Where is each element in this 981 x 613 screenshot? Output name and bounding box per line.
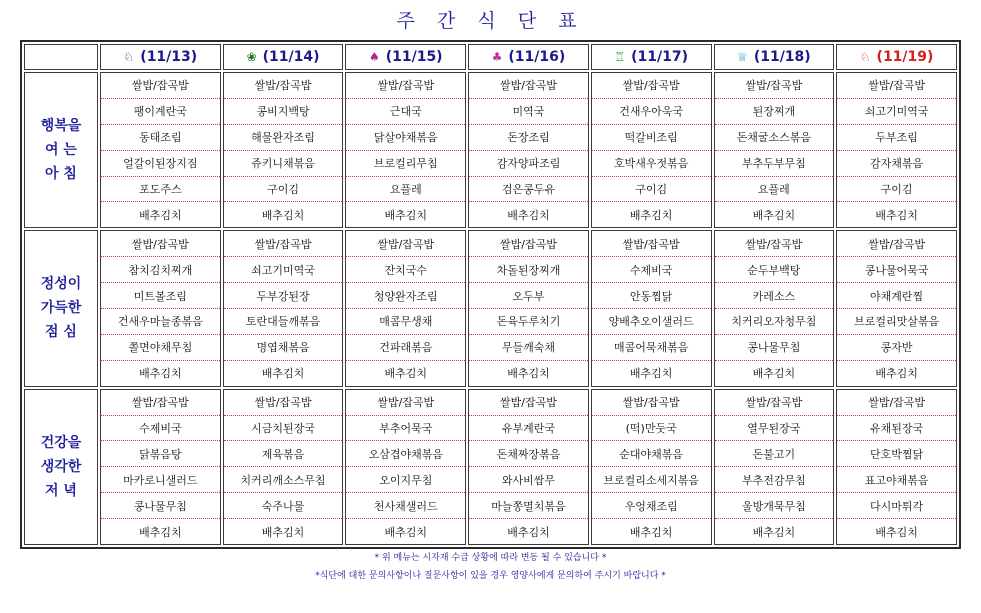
menu-item: 수제비국 [101, 416, 220, 442]
menu-item: 명엽채볶음 [224, 335, 343, 361]
menu-item: 숙주나물 [224, 493, 343, 519]
meal-label-dinner [24, 389, 98, 545]
menu-item: 두부강된장 [224, 283, 343, 309]
menu-item: 콩나물어묵국 [837, 257, 956, 283]
menu-item: 오삼겹야채볶음 [346, 441, 465, 467]
menu-item: 다시마튀각 [837, 493, 956, 519]
menu-cell [836, 230, 957, 386]
menu-cell [714, 389, 835, 545]
menu-item: 쌀밥/잡곡밥 [224, 231, 343, 257]
menu-item: 야채계란찜 [837, 283, 956, 309]
header-row [24, 44, 957, 70]
meal-row-dinner [24, 389, 957, 545]
day-header-1119 [836, 44, 957, 70]
menu-item: 콩비지백탕 [224, 99, 343, 125]
menu-cell [468, 389, 589, 545]
menu-item-list [224, 390, 343, 544]
menu-item: 브로컬리맛살볶음 [837, 309, 956, 335]
menu-item: 매콤무생채 [346, 309, 465, 335]
menu-item: 오두부 [469, 283, 588, 309]
menu-item: 쌀밥/잡곡밥 [101, 73, 220, 99]
meal-row-lunch [24, 230, 957, 386]
day-header-1114 [223, 44, 344, 70]
day-date: (11/13) [140, 49, 198, 65]
menu-item-list [346, 73, 465, 227]
menu-item: 쌀밥/잡곡밥 [715, 73, 834, 99]
menu-item: 두부조림 [837, 125, 956, 151]
meal-label-line: 생각한 [40, 458, 82, 475]
menu-item: 브로컬리무침 [346, 151, 465, 177]
meal-label-line: 저 녁 [45, 482, 77, 499]
menu-item: 콩나물무침 [101, 493, 220, 519]
day-date: (11/14) [262, 49, 320, 65]
menu-item: 배추김치 [507, 208, 550, 222]
menu-item: 건새우마늘종볶음 [101, 309, 220, 335]
knight-icon: ♘ [859, 50, 871, 64]
menu-item: 배추김치 [261, 208, 305, 222]
menu-item: 쌀밥/잡곡밥 [592, 390, 711, 416]
menu-item: 쥬키니채볶음 [224, 151, 343, 177]
menu-item: 쌀밥/잡곡밥 [837, 390, 956, 416]
club-icon: ♣ [491, 50, 503, 64]
day-header-1113 [100, 44, 221, 70]
menu-item: 안동찜닭 [592, 283, 711, 309]
day-header-1116 [468, 44, 589, 70]
menu-item: 배추김치 [507, 525, 550, 539]
menu-item: 매콤어묵채볶음 [592, 335, 711, 361]
menu-item-list [224, 231, 343, 385]
menu-item: 우엉채조림 [592, 493, 711, 519]
menu-item: 배추김치 [384, 367, 428, 381]
menu-item: 유채된장국 [837, 416, 956, 442]
menu-item: 요플레 [346, 177, 465, 203]
meal-row-breakfast [24, 72, 957, 228]
menu-item-list [837, 390, 956, 544]
menu-item: 쇠고기미역국 [224, 257, 343, 283]
menu-item-list [715, 231, 834, 385]
menu-item: 닭살야채볶음 [346, 125, 465, 151]
menu-cell [836, 72, 957, 228]
menu-cell [345, 389, 466, 545]
meal-label-line: 행복을 [40, 118, 82, 135]
meal-label-line: 점 심 [45, 324, 77, 341]
menu-cell [468, 72, 589, 228]
menu-item: 배추김치 [875, 525, 918, 539]
menu-item: 와사비쌈무 [469, 467, 588, 493]
menu-item: 배추김치 [752, 525, 796, 539]
meal-label-line: 정성이 [40, 276, 82, 293]
menu-item: 콩나물무침 [715, 335, 834, 361]
menu-cell [223, 389, 344, 545]
menu-item: 근대국 [346, 99, 465, 125]
menu-item: 쌀밥/잡곡밥 [592, 73, 711, 99]
spade-icon: ♠ [368, 50, 380, 64]
menu-item: 토란대들깨볶음 [224, 309, 343, 335]
menu-item: 돈채굴소스볶음 [715, 125, 834, 151]
menu-item: 브로컬리소세지볶음 [592, 467, 711, 493]
menu-item: 쌀밥/잡곡밥 [346, 231, 465, 257]
menu-cell [591, 389, 712, 545]
meal-label-line: 여 는 [45, 142, 77, 159]
rook-icon: ♖ [614, 50, 626, 64]
menu-item: 배추김치 [139, 367, 182, 381]
menu-cell [591, 230, 712, 386]
menu-cell [100, 230, 221, 386]
menu-change-notice: * 위 메뉴는 시자재 수급 상황에 따라 변동 될 수 있습니다 * [374, 553, 607, 563]
menu-item: 미역국 [469, 99, 588, 125]
menu-item: 호박새우젓볶음 [592, 151, 711, 177]
day-date: (11/18) [753, 49, 811, 65]
menu-item: 쫄면야채무침 [101, 335, 220, 361]
menu-item: 양배추오이샐러드 [592, 309, 711, 335]
menu-item: 쌀밥/잡곡밥 [715, 390, 834, 416]
menu-item: 얼갈이된장지짐 [101, 151, 220, 177]
day-date: (11/19) [876, 49, 934, 65]
menu-item-list [469, 390, 588, 544]
menu-item: 쌀밥/잡곡밥 [346, 73, 465, 99]
menu-item: 천사채샐러드 [346, 493, 465, 519]
menu-item-list [715, 390, 834, 544]
menu-item: 부추두부무침 [715, 151, 834, 177]
weekly-menu-table [22, 42, 959, 547]
menu-cell [223, 230, 344, 386]
menu-item: 쌀밥/잡곡밥 [837, 73, 956, 99]
menu-item: 잔치국수 [346, 257, 465, 283]
menu-item-list [592, 390, 711, 544]
day-date: (11/15) [385, 49, 443, 65]
menu-item: 차돌된장찌개 [469, 257, 588, 283]
menu-item: 제육볶음 [224, 441, 343, 467]
menu-item: 쌀밥/잡곡밥 [346, 390, 465, 416]
menu-item: 건파래볶음 [346, 335, 465, 361]
menu-item: 쌀밥/잡곡밥 [715, 231, 834, 257]
menu-item: 쌀밥/잡곡밥 [224, 390, 343, 416]
menu-item: 쌀밥/잡곡밥 [469, 390, 588, 416]
menu-item: 구이김 [224, 177, 343, 203]
menu-item: 배추김치 [875, 367, 918, 381]
menu-item-list [715, 73, 834, 227]
menu-item: 표고야채볶음 [837, 467, 956, 493]
menu-item: 쌀밥/잡곡밥 [837, 231, 956, 257]
menu-item: 쌀밥/잡곡밥 [469, 73, 588, 99]
menu-item-list [592, 73, 711, 227]
meal-label-line: 건강을 [40, 434, 82, 451]
knight-icon: ♘ [123, 50, 135, 64]
menu-item: 검은콩두유 [469, 177, 588, 203]
menu-item: 마카로니샐러드 [101, 467, 220, 493]
menu-cell [223, 72, 344, 228]
menu-item-list [469, 231, 588, 385]
menu-item: 울방개묵무침 [715, 493, 834, 519]
menu-item-list [837, 73, 956, 227]
menu-cell [836, 389, 957, 545]
menu-item-list [592, 231, 711, 385]
menu-item: 시금치된장국 [224, 416, 343, 442]
menu-cell [100, 389, 221, 545]
day-header-1115 [345, 44, 466, 70]
menu-item: 마늘쫑멸치볶음 [469, 493, 588, 519]
menu-item: 부추어묵국 [346, 416, 465, 442]
menu-item: 콩자반 [837, 335, 956, 361]
menu-cell [100, 72, 221, 228]
menu-item: 돈불고기 [715, 441, 834, 467]
menu-item: 쌀밥/잡곡밥 [592, 231, 711, 257]
menu-item: 동태조림 [101, 125, 220, 151]
menu-item: 포도주스 [101, 177, 220, 203]
menu-item: 순대야채볶음 [592, 441, 711, 467]
day-date: (11/17) [631, 49, 688, 65]
menu-item: 닭볶음탕 [101, 441, 220, 467]
menu-item: 쇠고기미역국 [837, 99, 956, 125]
menu-item: 팽이계란국 [101, 99, 220, 125]
menu-item: 쌀밥/잡곡밥 [101, 390, 220, 416]
menu-item: 배추김치 [384, 525, 428, 539]
meal-label-line: 아 침 [45, 166, 77, 183]
day-header-1118 [714, 44, 835, 70]
menu-item-list [224, 73, 343, 227]
queen-icon: ♕ [737, 50, 748, 64]
menu-item: 수제비국 [592, 257, 711, 283]
menu-cell [714, 72, 835, 228]
menu-item-list [101, 231, 220, 385]
menu-item: 카레소스 [715, 283, 834, 309]
menu-item: 미트볼조림 [101, 283, 220, 309]
menu-item: 쌀밥/잡곡밥 [224, 73, 343, 99]
menu-item: 감자양파조림 [469, 151, 588, 177]
menu-table-frame [20, 40, 961, 549]
menu-item-list [101, 390, 220, 544]
corner-cell [24, 44, 98, 70]
menu-item: 감자채볶음 [837, 151, 956, 177]
menu-item: 치커리오자청무침 [715, 309, 834, 335]
menu-item: 참치김치찌개 [101, 257, 220, 283]
menu-item: 치커리깨소스무침 [224, 467, 343, 493]
meal-label-breakfast [24, 72, 98, 228]
menu-item: 배추김치 [384, 208, 428, 222]
menu-item: 배추김치 [875, 208, 918, 222]
menu-item: 배추김치 [261, 367, 305, 381]
menu-item: 건새우아욱국 [592, 99, 711, 125]
menu-item: 유부계란국 [469, 416, 588, 442]
menu-item: (떡)만둣국 [592, 416, 711, 442]
menu-item: 배추김치 [752, 208, 796, 222]
menu-item: 돈채짜장볶음 [469, 441, 588, 467]
menu-item: 배추김치 [139, 525, 182, 539]
menu-item: 배추김치 [507, 367, 550, 381]
menu-item: 해물완자조림 [224, 125, 343, 151]
day-header-1117 [591, 44, 712, 70]
menu-item: 단호박찜닭 [837, 441, 956, 467]
menu-item: 무들깨숙채 [469, 335, 588, 361]
menu-item: 순두부백탕 [715, 257, 834, 283]
menu-item: 배추김치 [629, 367, 673, 381]
menu-cell [468, 230, 589, 386]
menu-item-list [837, 231, 956, 385]
menu-item-list [101, 73, 220, 227]
menu-item: 배추김치 [139, 208, 182, 222]
menu-cell [591, 72, 712, 228]
menu-cell [714, 230, 835, 386]
menu-item: 쌀밥/잡곡밥 [101, 231, 220, 257]
menu-item-list [346, 231, 465, 385]
menu-item: 부추전감무침 [715, 467, 834, 493]
dietitian-contact-notice: *식단에 대한 문의사항이나 질문사항이 있을 경우 영양사에게 문의하여 주시기 바랍니다 * [315, 571, 666, 581]
menu-item: 된장찌개 [715, 99, 834, 125]
menu-item: 배추김치 [629, 525, 673, 539]
meal-label-line: 가득한 [40, 300, 82, 317]
menu-item: 돈육두루치기 [469, 309, 588, 335]
menu-cell [345, 230, 466, 386]
menu-item-list [346, 390, 465, 544]
menu-item: 쌀밥/잡곡밥 [469, 231, 588, 257]
menu-item: 구이김 [837, 177, 956, 203]
menu-item: 배추김치 [261, 525, 305, 539]
page-title: 주 간 식 단 표 [396, 10, 585, 32]
menu-item: 열무된장국 [715, 416, 834, 442]
menu-item: 떡갈비조림 [592, 125, 711, 151]
flower-icon: ❀ [246, 50, 257, 64]
menu-item-list [469, 73, 588, 227]
menu-item: 배추김치 [752, 367, 796, 381]
menu-item: 요플레 [715, 177, 834, 203]
menu-cell [345, 72, 466, 228]
day-date: (11/16) [508, 49, 566, 65]
meal-label-lunch [24, 230, 98, 386]
menu-item: 청양완자조림 [346, 283, 465, 309]
menu-item: 돈장조림 [469, 125, 588, 151]
menu-item: 구이김 [592, 177, 711, 203]
menu-item: 배추김치 [629, 208, 673, 222]
menu-item: 오이지무침 [346, 467, 465, 493]
